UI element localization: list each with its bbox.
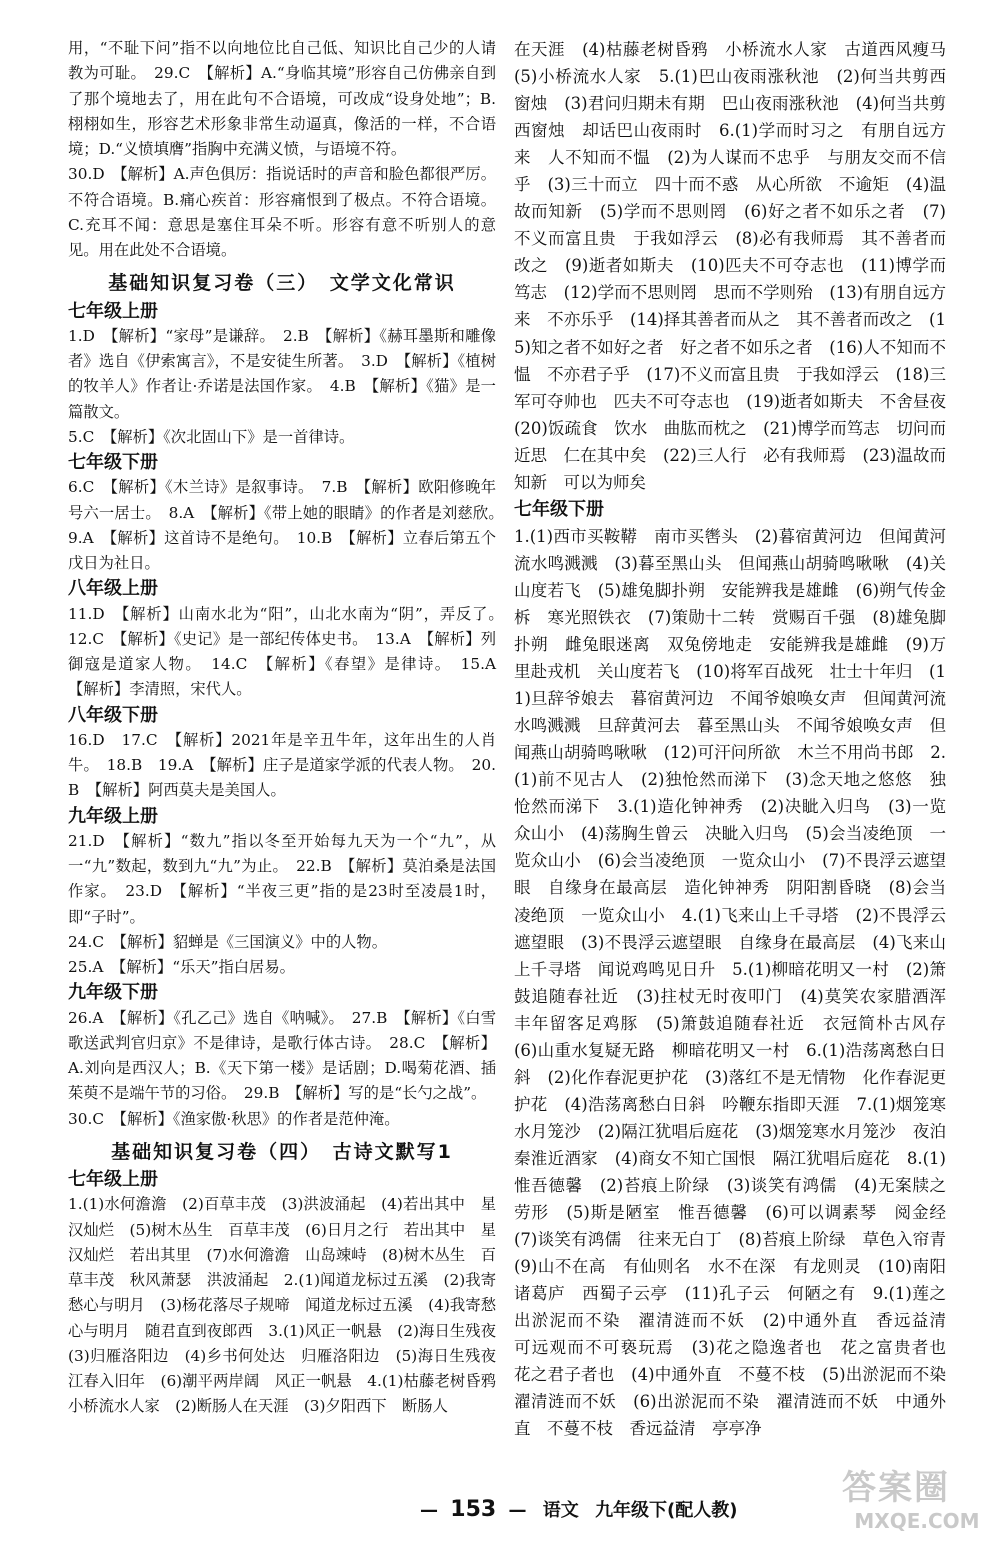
answer-paragraph: 在天涯 (4)枯藤老树昏鸦 小桥流水人家 古道西风瘦马 (5)小桥流水人家 5.(1)巴山夜雨涨秋池 (2)何当共剪西窗烛 (3)君问归期未有期 巴山夜雨涨秋池 (4)何当共剪西窗烛 却话巴山夜雨时 6.(1)学而时习之 有朋自远方来 人不知而不愠 (2)为人谋而不忠乎 与朋友交而不信乎 (3)三十而立 四十而不惑 从心所欲 不逾矩 (4)温故而知新 (5)学而不思则罔 (6)好之者不如乐之者 (7)不义而富且贵 于我如浮云 (8)必有我师焉 其不善者而改之 (9)逝者如斯夫 (10)匹夫不可夺志也 (11)博学而笃志 (12)学而不思则罔 思而不学则殆 (13)有朋自远方来 不亦乐乎 (14)择其善者而从之 其不善者而改之 (15)知之者不如好之者 好之者不如乐之者 (16)人不知而不愠 不亦君子乎 (17)不义而富且贵 于我如浮云 (18)三军可夺帅也 匹夫不可夺志也 (19)逝者如斯夫 不舍昼夜 (20)饭疏食 饮水 曲肱而枕之 (21)博学而笃志 切问而近思 仁在其中矣 (22)三人行 必有我师焉 (23)温故而知新 可以为师矣 [514, 40, 963, 492]
watermark-logo-text: 答案圈 [842, 1468, 950, 1508]
left-column [68, 36, 512, 1420]
answer-paragraph: 30.D 【解析】A.声色俱厉：指说话时的声音和脸色都很严厉。不符合语境。B.痛心疾首：形容痛恨到了极点。不符合语境。C.充耳不闻：意思是塞住耳朵不听。形容有意不听别人的意见。用在此处不合语境。 [68, 165, 496, 259]
right-column [514, 36, 963, 1442]
answer-paragraph: 16.D 17.C 【解析】2021年是辛丑牛年，这年出生的人肖牛。 18.B 19.A 【解析】庄子是道家学派的代表人物。 20.B 【解析】阿西莫夫是美国人。 [68, 730, 496, 800]
section-heading: 基础知识复习卷（四） 古诗文默写1 [111, 1140, 453, 1163]
answer-paragraph: 1.(1)水何澹澹 (2)百草丰茂 (3)洪波涌起 (4)若出其中 星汉灿烂 (5)树木丛生 百草丰茂 (6)日月之行 若出其中 星汉灿烂 若出其里 (7)水何澹澹 山岛竦峙 (8)树木丛生 百草丰茂 秋风萧瑟 洪波涌起 2.(1)闻道龙标过五溪 (2)我寄愁心与明月 (3)杨花落尽子规啼 闻道龙标过五溪 (4)我寄愁心与明月 随君直到夜郎西 3.(1)风正一帆悬 (2)海日生残夜 (3)归雁洛阳边 (4)乡书何处达 归雁洛阳边 (5)海日生残夜 江春入旧年 (6)潮平两岸阔 风正一帆悬 4.(1)枯藤老树昏鸦 小桥流水人家 (2)断肠人在天涯 (3)夕阳西下 断肠人 [68, 1195, 512, 1416]
answer-paragraph: 26.A 【解析】《孔乙己》选自《呐喊》。 27.B 【解析】《白雪歌送武判官归京》不是律诗，是歌行体古诗。 28.C 【解析】A.刘向是西汉人；B.《天下第一楼》是话剧；D.喝菊花酒、插茱萸不是端午节的习俗。 29.B 【解析】写的是“长勺之战”。 [68, 1008, 496, 1103]
answer-paragraph: 1.(1)西市买鞍鞯 南市买辔头 (2)暮宿黄河边 但闻黄河流水鸣溅溅 (3)暮至黑山头 但闻燕山胡骑鸣啾啾 (4)关山度若飞 (5)雄兔脚扑朔 安能辨我是雄雌 (6)朔气传金柝 寒光照铁衣 (7)策勋十二转 赏赐百千强 (8)雄兔脚扑朔 雌兔眼迷离 双兔傍地走 安能辨我是雄雌 (9)万里赴戎机 关山度若飞 (10)将军百战死 壮士十年归 (11)旦辞爷娘去 暮宿黄河边 不闻爷娘唤女声 但闻黄河流水鸣溅溅 旦辞黄河去 暮至黑山头 不闻爷娘唤女声 但闻燕山胡骑鸣啾啾 (12)可汗问所欲 木兰不用尚书郎 2.(1)前不见古人 (2)独怆然而涕下 (3)念天地之悠悠 独怆然而涕下 3.(1)造化钟神秀 (2)决眦入归鸟 (3)一览众山小 (4)荡胸生曾云 决眦入归鸟 (5)会当凌绝顶 一览众山小 (6)会当凌绝顶 一览众山小 (7)不畏浮云遮望眼 自缘身在最高层 造化钟神秀 阴阳割昏晓 (8)会当凌绝顶 一览众山小 4.(1)飞来山上千寻塔 (2)不畏浮云遮望眼 (3)不畏浮云遮望眼 自缘身在最高层 (4)飞来山上千寻塔 闻说鸡鸣见日升 5.(1)柳暗花明又一村 (2)箫鼓追随春社近 (3)拄杖无时夜叩门 (4)莫笑农家腊酒浑 丰年留客足鸡豚 (5)箫鼓追随春社近 衣冠简朴古风存 (6)山重水复疑无路 柳暗花明又一村 6.(1)浩荡离愁白日斜 (2)化作春泥更护花 (3)落红不是无情物 化作春泥更护花 (4)浩荡离愁白日斜 吟鞭东指即天涯 7.(1)烟笼寒水月笼沙 (2)隔江犹唱后庭花 (3)烟笼寒水月笼沙 夜泊秦淮近酒家 (4)商女不知亡国恨 隔江犹唱后庭花 8.(1)惟吾德馨 (2)苔痕上阶绿 (3)谈笑有鸿儒 (4)无案牍之劳形 (5)斯是陋室 惟吾德馨 (6)可以调素琴 阅金经 (7)谈笑有鸿儒 往来无白丁 (8)苔痕上阶绿 草色入帘青 (9)山不在高 有仙则名 水不在深 有龙则灵 (10)南阳诸葛庐 西蜀子云亭 (11)孔子云 何陋之有 9.(1)莲之出淤泥而不染 濯清涟而不妖 (2)中通外直 香远益清 可远观而不可亵玩焉 (3)花之隐逸者也 花之富贵者也 花之君子者也 (4)中通外直 不蔓不枝 (5)出淤泥而不染 濯清涟而不妖 (6)出淤泥而不染 濯清涟而不妖 中通外直 不蔓不枝 香远益清 亭亭净 [514, 526, 963, 1439]
answer-paragraph: 21.D 【解析】“数九”指以冬至开始每九天为一个“九”，从一“九”数起，数到九“九”为止。 22.B 【解析】莫泊桑是法国作家。 23.D 【解析】“半夜三更”指的是23时至凌晨1时，即“子时”。 [68, 831, 496, 926]
grade-heading: 七年级上册 [68, 1169, 158, 1190]
answer-paragraph: 1.D 【解析】“家母”是谦辞。 2.B 【解析】《赫耳墨斯和雕像者》选自《伊索寓言》，不是安徒生所著。 3.D 【解析】《植树的牧羊人》作者让·乔诺是法国作家。 4.B 【解析】《猫》是一篇散文。 [68, 326, 496, 421]
footer-dash-right: — [508, 1500, 527, 1521]
grade-heading: 七年级下册 [514, 498, 604, 520]
grade-heading: 七年级上册 [68, 300, 158, 322]
section-heading: 基础知识复习卷（三） 文学文化常识 [108, 272, 456, 295]
answer-paragraph: 5.C 【解析】《次北固山下》是一首律诗。 [68, 427, 355, 446]
grade-heading: 八年级上册 [68, 578, 158, 600]
answer-paragraph: 11.D 【解析】山南水北为“阳”，山北水南为“阴”，弄反了。 12.C 【解析】《史记》是一部纪传体史书。 13.A 【解析】列御寇是道家人物。 14.C 【解析】《春望》是律诗。 15.A 【解析】李清照，宋代人。 [68, 604, 512, 699]
watermark-url: MXQE.COM [854, 1509, 980, 1533]
grade-heading: 九年级下册 [68, 982, 158, 1004]
answer-paragraph: 25.A 【解析】“乐天”指白居易。 [68, 958, 295, 976]
answer-paragraph: 用，“不耻下问”指不以向地位比自己低、知识比自己少的人请教为可耻。 29.C 【解析】A.“身临其境”形容自己仿佛亲自到了那个境地去了，用在此句不合语境，可改成“设身处地”；B.栩栩如生，形容艺术形象非常生动逼真，像活的一样，不合语境；D.“义愤填膺”指胸中充满义愤，与语境不符。 [68, 39, 496, 158]
answer-paragraph: 6.C 【解析】《木兰诗》是叙事诗。 7.B 【解析】欧阳修晚年号六一居士。 8.A 【解析】《带上她的眼睛》的作者是刘慈欣。 9.A 【解析】这首诗不是绝句。 10.B 【解析】立春后第五个戊日为社日。 [68, 478, 512, 572]
answer-paragraph: 30.C 【解析】《渔家傲·秋思》的作者是范仲淹。 [68, 1109, 400, 1128]
footer-grade: 九年级下(配人教) [595, 1500, 738, 1521]
page-number: 153 [450, 1497, 497, 1522]
footer-dash-left: — [420, 1500, 438, 1521]
grade-heading: 七年级下册 [68, 452, 158, 473]
watermark-logo [842, 1460, 992, 1536]
footer-subject: 语文 [542, 1500, 579, 1521]
page-footer [420, 1496, 738, 1522]
grade-heading: 八年级下册 [68, 704, 158, 726]
grade-heading: 九年级上册 [68, 805, 158, 827]
answer-paragraph: 24.C 【解析】貂蝉是《三国演义》中的人物。 [68, 932, 388, 951]
